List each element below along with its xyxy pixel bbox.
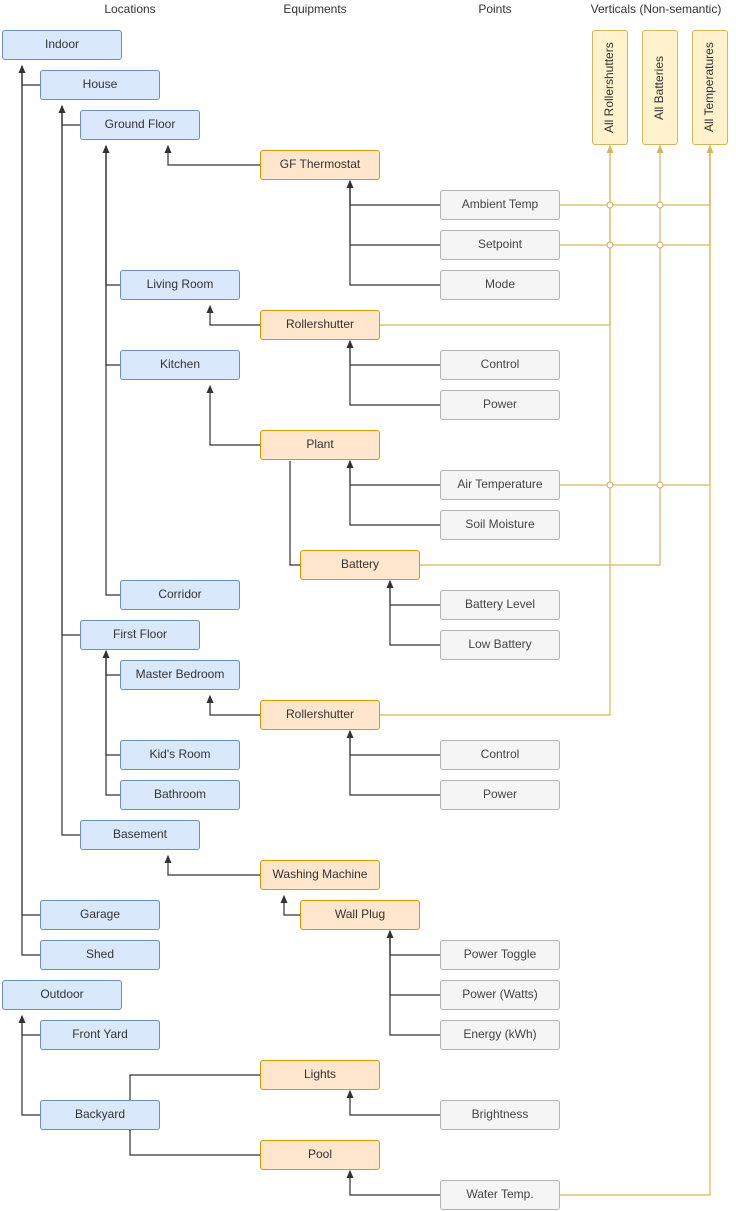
node-backyard[interactable]: Backyard <box>40 1100 160 1130</box>
node-power-toggle[interactable]: Power Toggle <box>440 940 560 970</box>
node-battery-level[interactable]: Battery Level <box>440 590 560 620</box>
node-all-temperatures[interactable]: All Temperatures <box>692 30 728 145</box>
node-front-yard[interactable]: Front Yard <box>40 1020 160 1050</box>
node-house[interactable]: House <box>40 70 160 100</box>
column-header-points: Points <box>478 2 512 16</box>
node-soil-moisture[interactable]: Soil Moisture <box>440 510 560 540</box>
node-energy-kwh[interactable]: Energy (kWh) <box>440 1020 560 1050</box>
node-control-master-bedroom[interactable]: Control <box>440 740 560 770</box>
node-pool[interactable]: Pool <box>260 1140 380 1170</box>
node-indoor[interactable]: Indoor <box>2 30 122 60</box>
node-all-rollershutters[interactable]: All Rollershutters <box>592 30 628 145</box>
node-master-bedroom[interactable]: Master Bedroom <box>120 660 240 690</box>
node-rollershutter-living-room[interactable]: Rollershutter <box>260 310 380 340</box>
node-wall-plug[interactable]: Wall Plug <box>300 900 420 930</box>
node-kids-room[interactable]: Kid's Room <box>120 740 240 770</box>
node-power-master-bedroom[interactable]: Power <box>440 780 560 810</box>
node-battery[interactable]: Battery <box>300 550 420 580</box>
node-low-battery[interactable]: Low Battery <box>440 630 560 660</box>
node-corridor[interactable]: Corridor <box>120 580 240 610</box>
column-header-equipments: Equipments <box>283 2 347 16</box>
node-washing-machine[interactable]: Washing Machine <box>260 860 380 890</box>
column-header-locations: Locations <box>104 2 156 16</box>
node-bathroom[interactable]: Bathroom <box>120 780 240 810</box>
node-first-floor[interactable]: First Floor <box>80 620 200 650</box>
node-kitchen[interactable]: Kitchen <box>120 350 240 380</box>
node-living-room[interactable]: Living Room <box>120 270 240 300</box>
node-gf-thermostat[interactable]: GF Thermostat <box>260 150 380 180</box>
column-header-verticals: Verticals (Non-semantic) <box>590 2 722 16</box>
node-garage[interactable]: Garage <box>40 900 160 930</box>
node-shed[interactable]: Shed <box>40 940 160 970</box>
node-control-living-room[interactable]: Control <box>440 350 560 380</box>
node-setpoint[interactable]: Setpoint <box>440 230 560 260</box>
node-power-watts[interactable]: Power (Watts) <box>440 980 560 1010</box>
node-basement[interactable]: Basement <box>80 820 200 850</box>
node-mode[interactable]: Mode <box>440 270 560 300</box>
node-power-living-room[interactable]: Power <box>440 390 560 420</box>
node-outdoor[interactable]: Outdoor <box>2 980 122 1010</box>
node-ambient-temp[interactable]: Ambient Temp <box>440 190 560 220</box>
node-lights[interactable]: Lights <box>260 1060 380 1090</box>
node-plant[interactable]: Plant <box>260 430 380 460</box>
node-brightness[interactable]: Brightness <box>440 1100 560 1130</box>
node-rollershutter-master-bedroom[interactable]: Rollershutter <box>260 700 380 730</box>
node-ground-floor[interactable]: Ground Floor <box>80 110 200 140</box>
node-air-temperature[interactable]: Air Temperature <box>440 470 560 500</box>
node-water-temp[interactable]: Water Temp. <box>440 1180 560 1210</box>
node-all-batteries[interactable]: All Batteries <box>642 30 678 145</box>
